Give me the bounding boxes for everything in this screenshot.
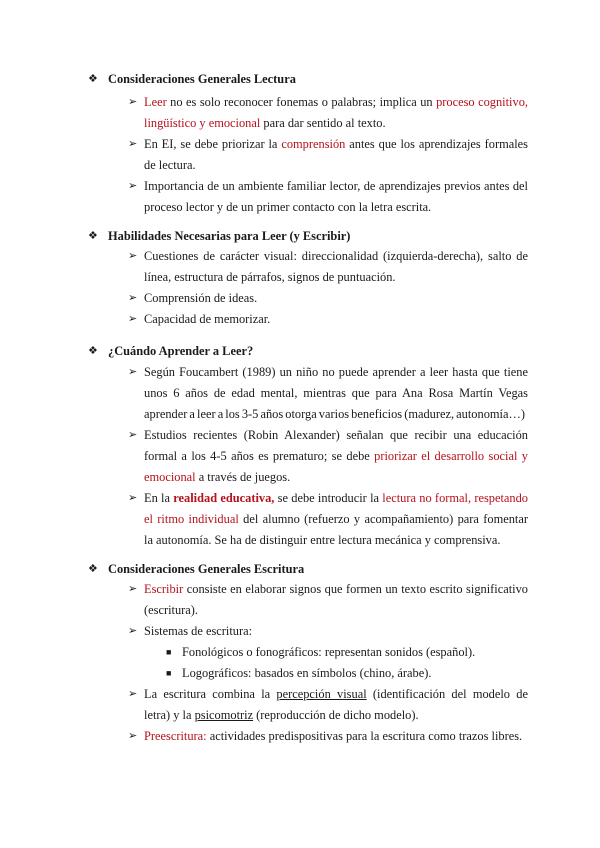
arrow-bullet-icon: ➢ <box>128 138 138 150</box>
list-item: ➢ Cuestiones de carácter visual: direccionalidad (izquierda-derecha), salto de línea, estructura de párrafos, signos de puntuación. <box>88 246 528 288</box>
section-title: ¿Cuándo Aprender a Leer? <box>108 344 254 358</box>
arrow-bullet-icon: ➢ <box>128 180 138 192</box>
arrow-bullet-icon: ➢ <box>128 730 138 742</box>
sub-list-item: ■ Fonológicos o fonográficos: representan sonidos (español). <box>88 642 528 663</box>
keyword: Preescritura: <box>144 729 207 743</box>
list-item: ➢ En EI, se debe priorizar la comprensión antes que los aprendizajes formales de lectura. <box>88 134 528 176</box>
square-bullet-icon: ■ <box>166 647 172 657</box>
list-item: ➢ Preescritura: actividades predispositivas para la escritura como trazos libres. <box>88 726 528 747</box>
section-heading <box>88 69 528 89</box>
arrow-bullet-icon: ➢ <box>128 688 138 700</box>
arrow-bullet-icon: ➢ <box>128 625 138 637</box>
list-item: ➢ Escribir consiste en elaborar signos que formen un texto escrito significativo (escritura). <box>88 579 528 621</box>
keyword: Escribir <box>144 582 184 596</box>
arrow-bullet-icon: ➢ <box>128 429 138 441</box>
list-item: ➢ En la realidad educativa, se debe introducir la lectura no formal, respetando el ritmo individual del alumno (refuerzo y acompañamiento) para fomentar la autonomía. Se ha de distinguir entre lectura mecánica y comprensiva. <box>88 488 528 551</box>
list-item: ➢ Sistemas de escritura: <box>88 621 528 642</box>
keyword: comprensión <box>281 137 346 151</box>
arrow-bullet-icon: ➢ <box>128 492 138 504</box>
section-title: Consideraciones Generales Lectura <box>108 72 296 86</box>
list-item: ➢ Comprensión de ideas. <box>88 288 528 309</box>
section-cuando <box>88 341 528 551</box>
arrow-bullet-icon: ➢ <box>128 366 138 378</box>
section-title: Consideraciones Generales Escritura <box>108 562 305 576</box>
list-item: ➢ La escritura combina la percepción visual (identificación del modelo de letra) y la psicomotriz (reproducción de dicho modelo). <box>88 684 528 726</box>
square-bullet-icon: ■ <box>166 668 172 678</box>
arrow-bullet-icon: ➢ <box>128 292 138 304</box>
underlined-term: percepción visual <box>276 687 367 701</box>
section-lectura <box>88 69 528 218</box>
keyword: priorizar el desarrollo social y emocional <box>144 449 528 484</box>
arrow-bullet-icon: ➢ <box>128 313 138 325</box>
sub-list-item: ■ Logográficos: basados en símbolos (chino, árabe). <box>88 663 528 684</box>
section-title: Habilidades Necesarias para Leer (y Escribir) <box>108 229 351 243</box>
section-escritura <box>88 559 528 747</box>
arrow-bullet-icon: ➢ <box>128 96 138 108</box>
section-heading <box>88 559 528 579</box>
underlined-term: psicomotriz <box>194 708 254 722</box>
diamond-bullet-icon: ❖ <box>88 230 98 242</box>
keyword-bold: realidad educativa, <box>173 491 275 505</box>
list-item: ➢ Según Foucambert (1989) un niño no puede aprender a leer hasta que tiene unos 6 años de edad mental, mientras que para Ana Rosa Martín Vegas aprender a leer a los 3-5 años otorga varios beneficios (madurez, autonomía…) <box>88 362 528 425</box>
list-item: ➢ Capacidad de memorizar. <box>88 309 528 330</box>
keyword: proceso cognitivo, lingüístico y emocional <box>144 95 528 130</box>
section-heading <box>88 341 528 361</box>
arrow-bullet-icon: ➢ <box>128 250 138 262</box>
diamond-bullet-icon: ❖ <box>88 345 98 357</box>
diamond-bullet-icon: ❖ <box>88 73 98 85</box>
keyword: Leer <box>144 95 167 109</box>
section-habilidades <box>88 226 528 330</box>
list-item: ➢ Leer no es solo reconocer fonemas o palabras; implica un proceso cognitivo, lingüístico y emocional para dar sentido al texto. <box>88 92 528 134</box>
keyword: lectura no formal, respetando el ritmo individual <box>144 491 529 526</box>
list-item: ➢ Estudios recientes (Robin Alexander) señalan que recibir una educación formal a los 4-5 años es prematuro; se debe priorizar el desarrollo social y emocional a través de juegos. <box>88 425 528 488</box>
diamond-bullet-icon: ❖ <box>88 563 98 575</box>
arrow-bullet-icon: ➢ <box>128 583 138 595</box>
section-heading <box>88 226 528 246</box>
list-item: ➢ Importancia de un ambiente familiar lector, de aprendizajes previos antes del proceso lector y de un primer contacto con la letra escrita. <box>88 176 528 218</box>
